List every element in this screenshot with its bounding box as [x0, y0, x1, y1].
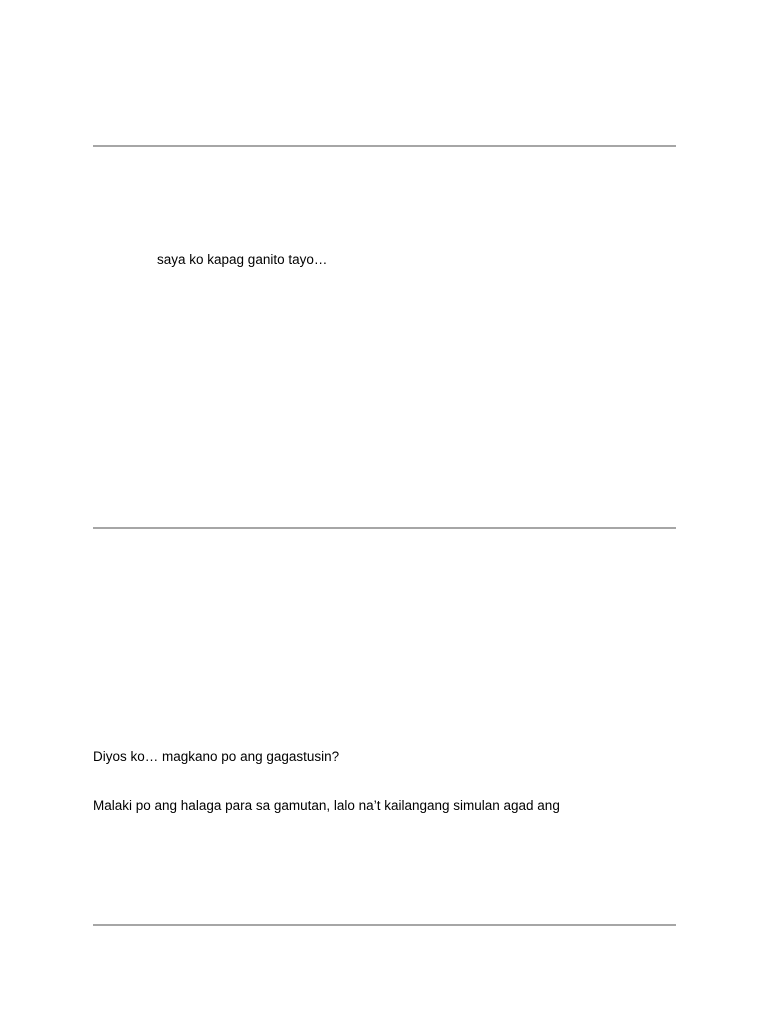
horizontal-rule: [93, 145, 676, 147]
text-line: Malaki po ang halaga para sa gamutan, lalo na’t kailangang simulan agad ang: [93, 798, 560, 813]
horizontal-rule: [93, 924, 676, 926]
horizontal-rule: [93, 527, 676, 529]
text-line: saya ko kapag ganito tayo…: [157, 252, 328, 267]
text-line: Diyos ko… magkano po ang gagastusin?: [93, 749, 340, 764]
